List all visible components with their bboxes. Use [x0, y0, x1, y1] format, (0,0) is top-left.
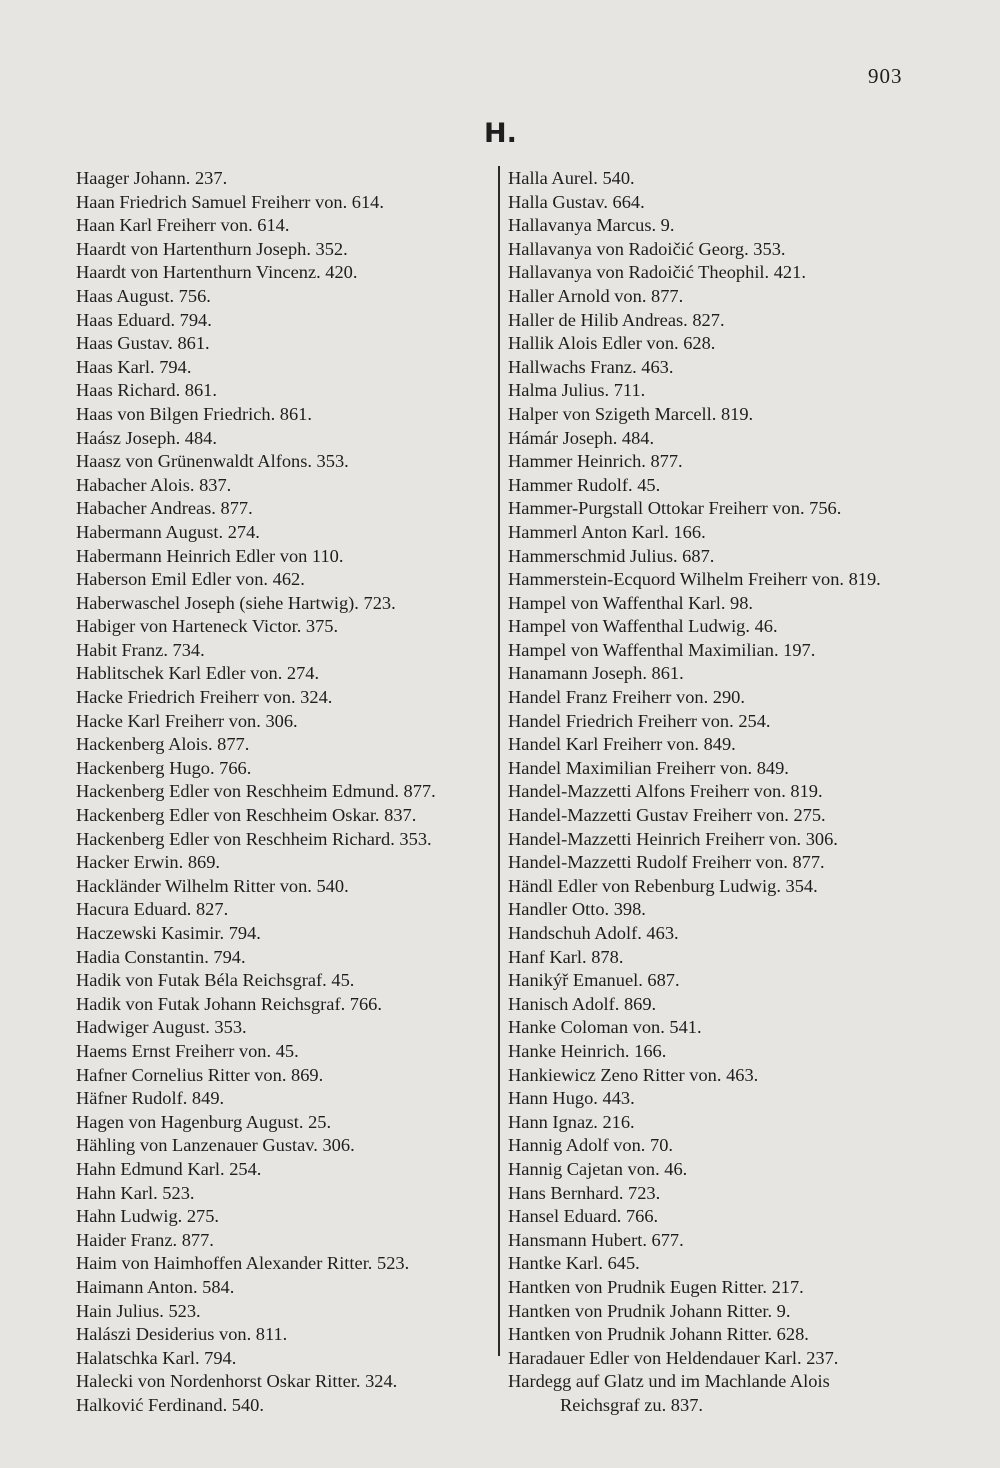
index-entry [76, 427, 496, 451]
index-entry [508, 1276, 928, 1300]
index-entry-text: Hablitschek Karl Edler von. 274. [76, 663, 320, 684]
index-entry-text: Hans Bernhard. 723. [508, 1182, 661, 1203]
index-entry-text: Halatschka Karl. 794. [76, 1347, 237, 1368]
index-entry-text: Halászi Desiderius von. 811. [76, 1324, 288, 1345]
index-entry [76, 497, 496, 521]
index-entry-text: Hackländer Wilhelm Ritter von. 540. [76, 875, 349, 896]
index-entry-text: Habiger von Harteneck Victor. 375. [76, 616, 339, 637]
index-entry [76, 167, 496, 191]
index-entry [76, 1182, 496, 1206]
index-entry [76, 1016, 496, 1040]
index-entry [508, 639, 928, 663]
index-entry-text: Habermann Heinrich Edler von 110. [76, 545, 344, 566]
index-entry [76, 1158, 496, 1182]
index-entry [508, 1252, 928, 1276]
index-entry-text: Handschuh Adolf. 463. [508, 923, 679, 943]
index-entry [508, 592, 928, 616]
index-entry [508, 710, 928, 734]
index-entry [76, 238, 496, 262]
index-entry-text: Halecki von Nordenhorst Oskar Ritter. 324. [76, 1371, 398, 1392]
index-entry-text: Haardt von Hartenthurn Joseph. 352. [76, 238, 348, 259]
index-entry-text: Handel-Mazzetti Rudolf Freiherr von. 877. [508, 852, 825, 873]
index-entry [508, 898, 928, 922]
index-entry [508, 1087, 928, 1111]
index-entry [76, 309, 496, 333]
index-entry-text: Hackenberg Edler von Reschheim Oskar. 837. [76, 805, 417, 826]
index-entry-text: Hantke Karl. 645. [508, 1253, 640, 1274]
index-entry [76, 1134, 496, 1158]
index-entry [76, 191, 496, 215]
index-entry [76, 757, 496, 781]
index-entry [76, 1040, 496, 1064]
index-entry-text: Hampel von Waffenthal Maximilian. 197. [508, 639, 816, 660]
index-entry [508, 922, 928, 946]
index-entry-text: Hannig Adolf von. 70. [508, 1135, 673, 1156]
index-entry-text: Hantken von Prudnik Johann Ritter. 9. [508, 1300, 791, 1321]
index-entry [508, 1016, 928, 1040]
index-entry [76, 521, 496, 545]
index-entry-text: Habermann August. 274. [76, 521, 260, 542]
index-entry-text: Haager Johann. 237. [76, 168, 228, 188]
index-entry [508, 969, 928, 993]
index-entry [76, 1229, 496, 1253]
index-entry [76, 922, 496, 946]
index-entry [76, 710, 496, 734]
index-entry [508, 1134, 928, 1158]
index-entry-text: Haan Karl Freiherr von. 614. [76, 215, 290, 236]
index-entry-text: Hallwachs Franz. 463. [508, 356, 674, 377]
index-entry-text: Hansmann Hubert. 677. [508, 1229, 684, 1250]
index-entry [76, 1064, 496, 1088]
index-entry [76, 1370, 496, 1394]
index-entry [508, 309, 928, 333]
index-entry [508, 993, 928, 1017]
index-entry [76, 946, 496, 970]
index-entry [508, 332, 928, 356]
index-entry [76, 1087, 496, 1111]
page-number: 903 [868, 64, 903, 88]
index-entry [508, 757, 928, 781]
index-entry-text: Hain Julius. 523. [76, 1300, 201, 1321]
index-entry [508, 521, 928, 545]
index-entry-text: Haász Joseph. 484. [76, 427, 217, 448]
index-entry-text: Hammer Rudolf. 45. [508, 474, 661, 495]
index-entry-text: Hahn Ludwig. 275. [76, 1206, 220, 1227]
index-entry [508, 1111, 928, 1135]
index-entry [508, 356, 928, 380]
index-entry-text: Hackenberg Edler von Reschheim Edmund. 877. [76, 781, 436, 802]
index-entry [76, 851, 496, 875]
index-entry-text: Hadik von Futak Béla Reichsgraf. 45. [76, 970, 355, 991]
index-entry [76, 450, 496, 474]
index-entry-text: Hacura Eduard. 827. [76, 899, 229, 920]
index-entry [76, 780, 496, 804]
index-entry-text: Hanke Coloman von. 541. [508, 1017, 702, 1038]
index-entry [508, 1040, 928, 1064]
index-entry [76, 1323, 496, 1347]
index-entry-text: Haberson Emil Edler von. 462. [76, 569, 305, 590]
section-letter: H. [484, 118, 517, 149]
index-entry-text: Handler Otto. 398. [508, 899, 646, 920]
index-entry [508, 261, 928, 285]
index-entry [76, 285, 496, 309]
index-entry [508, 780, 928, 804]
index-entry [508, 427, 928, 451]
index-entry-text: Hacker Erwin. 869. [76, 852, 221, 873]
index-entry [508, 1182, 928, 1206]
index-entry [508, 1347, 928, 1371]
index-entry-text: Hannig Cajetan von. 46. [508, 1158, 688, 1179]
index-entry-text: Haas August. 756. [76, 285, 211, 306]
index-entry [76, 804, 496, 828]
index-entry [76, 969, 496, 993]
index-entry [508, 828, 928, 852]
index-entry [508, 1205, 928, 1229]
index-entry [508, 946, 928, 970]
index-entry [76, 545, 496, 569]
index-entry-text: Halper von Szigeth Marcell. 819. [508, 403, 754, 424]
index-entry [508, 403, 928, 427]
index-entry [76, 379, 496, 403]
index-entry-text: Handel Friedrich Freiherr von. 254. [508, 710, 771, 731]
index-entry-text: Haczewski Kasimir. 794. [76, 923, 261, 943]
index-entry [76, 592, 496, 616]
index-entry [76, 615, 496, 639]
index-entry-text: Hammerl Anton Karl. 166. [508, 521, 706, 542]
index-entry [508, 568, 928, 592]
index-entry [508, 686, 928, 710]
index-entry-text: Haas Gustav. 861. [76, 333, 210, 354]
index-entry [76, 1300, 496, 1324]
index-entry-text: Hantken von Prudnik Johann Ritter. 628. [508, 1324, 809, 1345]
index-entry-text: Haems Ernst Freiherr von. 45. [76, 1040, 299, 1061]
index-entry-text: Handel-Mazzetti Heinrich Freiherr von. 306. [508, 828, 838, 849]
index-entry-text: Hankiewicz Zeno Ritter von. 463. [508, 1064, 759, 1085]
index-entry-text: Hardegg auf Glatz und im Machlande Alois [508, 1371, 830, 1392]
index-entry [508, 1300, 928, 1324]
index-entry [508, 497, 928, 521]
index-entry [508, 1323, 928, 1347]
index-entry-text: Hackenberg Hugo. 766. [76, 757, 252, 778]
index-entry-text: Habacher Andreas. 877. [76, 498, 253, 519]
index-entry [76, 639, 496, 663]
index-entry-text: Hadik von Futak Johann Reichsgraf. 766. [76, 993, 382, 1014]
index-entry [508, 804, 928, 828]
index-entry-text: Halla Aurel. 540. [508, 168, 635, 188]
index-entry-text: Hann Hugo. 443. [508, 1088, 635, 1109]
index-entry [76, 332, 496, 356]
index-entry-text: Händl Edler von Rebenburg Ludwig. 354. [508, 875, 818, 896]
index-entry-text: Hanf Karl. 878. [508, 946, 624, 967]
index-entry-text: Hammerstein-Ecquord Wilhelm Freiherr von. 819. [508, 569, 881, 590]
index-entry [76, 1347, 496, 1371]
index-entry [76, 993, 496, 1017]
index-entry-text: Hackenberg Alois. 877. [76, 734, 250, 755]
index-entry [76, 474, 496, 498]
index-entry [76, 686, 496, 710]
index-entry-text: Hanikýř Emanuel. 687. [508, 970, 680, 991]
index-entry-text: Hacke Friedrich Freiherr von. 324. [76, 687, 333, 708]
index-entry [508, 733, 928, 757]
index-entry-text: Hafner Cornelius Ritter von. 869. [76, 1064, 324, 1085]
index-entry-text: Haas Karl. 794. [76, 356, 192, 377]
index-entry [508, 1064, 928, 1088]
index-entry-text: Haimann Anton. 584. [76, 1276, 235, 1297]
index-entry-text: Hähling von Lanzenauer Gustav. 306. [76, 1135, 355, 1156]
index-entry-text: Haider Franz. 877. [76, 1229, 214, 1250]
index-entry-text: Haim von Haimhoffen Alexander Ritter. 523. [76, 1253, 410, 1274]
index-entry [76, 1252, 496, 1276]
column-divider [498, 166, 500, 1356]
index-entry [508, 238, 928, 262]
index-entry-text: Haberwaschel Joseph (siehe Hartwig). 723. [76, 592, 396, 613]
index-entry [508, 1229, 928, 1253]
index-entry-text: Haan Friedrich Samuel Freiherr von. 614. [76, 191, 384, 212]
index-entry [76, 568, 496, 592]
index-entry [508, 191, 928, 215]
index-entry [508, 214, 928, 238]
index-entry [76, 662, 496, 686]
index-entry [508, 662, 928, 686]
index-entry [76, 828, 496, 852]
index-entry-text: Hadwiger August. 353. [76, 1017, 247, 1038]
index-entry [76, 356, 496, 380]
index-entry-text: Hanamann Joseph. 861. [508, 663, 684, 684]
index-entry-text: Hámár Joseph. 484. [508, 427, 655, 448]
index-entry [508, 379, 928, 403]
index-entry [76, 1394, 496, 1418]
index-entry-continuation: Reichsgraf zu. 837. [560, 1394, 703, 1415]
index-entry [76, 1205, 496, 1229]
index-entry [508, 875, 928, 899]
index-entry [76, 1276, 496, 1300]
index-entry-text: Halković Ferdinand. 540. [76, 1394, 264, 1415]
index-entry-text: Häfner Rudolf. 849. [76, 1088, 225, 1109]
index-entry-text: Hallik Alois Edler von. 628. [508, 333, 716, 354]
index-entry-text: Halla Gustav. 664. [508, 191, 645, 212]
index-entry-text: Haas Eduard. 794. [76, 309, 212, 330]
index-entry-text: Handel-Mazzetti Gustav Freiherr von. 275. [508, 805, 826, 826]
index-entry-text: Haller de Hilib Andreas. 827. [508, 309, 725, 330]
index-entry-text: Hampel von Waffenthal Karl. 98. [508, 592, 754, 613]
index-entry-text: Hadia Constantin. 794. [76, 946, 246, 967]
index-entry [76, 403, 496, 427]
index-entry-text: Haardt von Hartenthurn Vincenz. 420. [76, 262, 358, 283]
index-entry [508, 167, 928, 191]
index-entry-text: Haller Arnold von. 877. [508, 285, 684, 306]
index-entry-text: Handel Franz Freiherr von. 290. [508, 687, 745, 708]
index-entry [508, 615, 928, 639]
index-entry [508, 851, 928, 875]
index-entry-text: Hansel Eduard. 766. [508, 1206, 659, 1227]
index-entry-text: Hammer Heinrich. 877. [508, 451, 683, 472]
index-entry [76, 875, 496, 899]
index-entry-text: Habit Franz. 734. [76, 639, 205, 660]
right-column [508, 167, 928, 1417]
index-entry-text: Hallavanya von Radoičić Georg. 353. [508, 238, 786, 259]
index-entry-text: Habacher Alois. 837. [76, 474, 232, 495]
index-entry-text: Hanisch Adolf. 869. [508, 993, 657, 1014]
index-entry-text: Handel Karl Freiherr von. 849. [508, 734, 736, 755]
index-entry [508, 1370, 928, 1417]
index-entry-text: Hammerschmid Julius. 687. [508, 545, 715, 566]
index-entry [508, 285, 928, 309]
index-entry-text: Hallavanya von Radoičić Theophil. 421. [508, 262, 806, 283]
index-entry [76, 261, 496, 285]
index-entry [76, 214, 496, 238]
index-entry-text: Hann Ignaz. 216. [508, 1111, 635, 1132]
index-entry [76, 898, 496, 922]
index-entry [508, 545, 928, 569]
index-entry [508, 450, 928, 474]
index-entry [508, 474, 928, 498]
index-entry-text: Handel Maximilian Freiherr von. 849. [508, 757, 789, 778]
index-entry [76, 733, 496, 757]
index-entry-text: Hacke Karl Freiherr von. 306. [76, 710, 298, 731]
index-entry [508, 1158, 928, 1182]
index-entry-text: Hahn Karl. 523. [76, 1182, 195, 1203]
index-entry-text: Haradauer Edler von Heldendauer Karl. 237. [508, 1347, 839, 1368]
index-entry-text: Hagen von Hagenburg August. 25. [76, 1111, 332, 1132]
index-entry-text: Haasz von Grünenwaldt Alfons. 353. [76, 451, 349, 472]
index-entry-text: Hanke Heinrich. 166. [508, 1040, 667, 1061]
index-entry-text: Hantken von Prudnik Eugen Ritter. 217. [508, 1276, 804, 1297]
index-entry-text: Halma Julius. 711. [508, 380, 646, 401]
index-entry-text: Hallavanya Marcus. 9. [508, 215, 675, 236]
index-entry-text: Hammer-Purgstall Ottokar Freiherr von. 756. [508, 498, 842, 519]
left-column [76, 167, 496, 1417]
index-entry-text: Hahn Edmund Karl. 254. [76, 1158, 262, 1179]
index-entry-text: Handel-Mazzetti Alfons Freiherr von. 819. [508, 781, 823, 802]
index-entry-text: Hampel von Waffenthal Ludwig. 46. [508, 616, 778, 637]
index-entry-text: Hackenberg Edler von Reschheim Richard. 353. [76, 828, 432, 849]
index-entry [76, 1111, 496, 1135]
index-entry-text: Haas Richard. 861. [76, 380, 217, 401]
index-entry-text: Haas von Bilgen Friedrich. 861. [76, 403, 312, 424]
